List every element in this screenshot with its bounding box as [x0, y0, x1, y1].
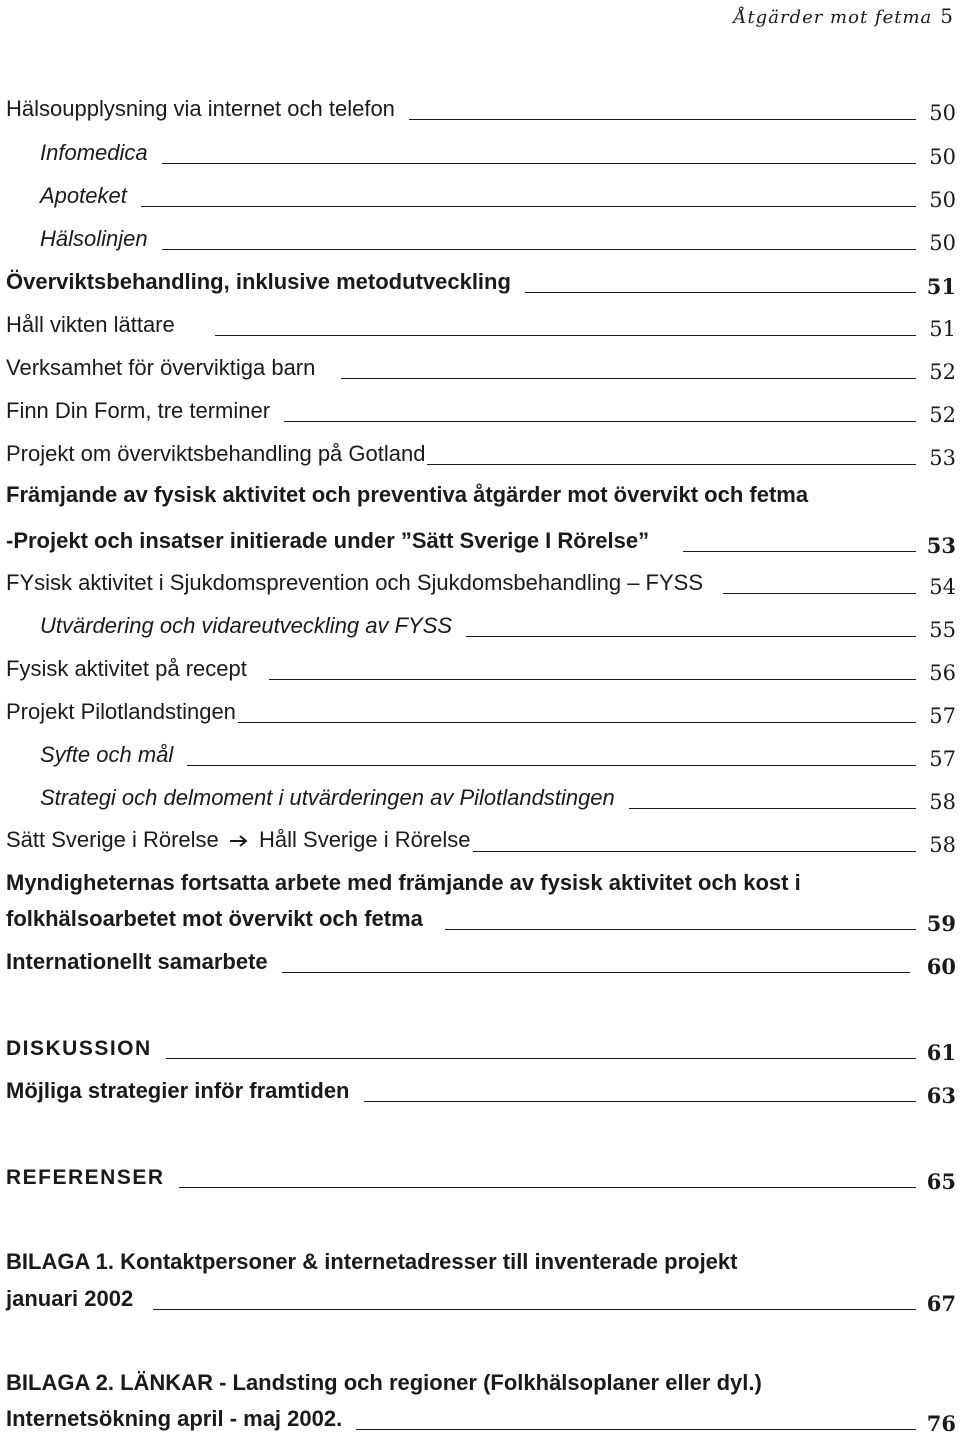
toc-entry[interactable]	[6, 306, 956, 340]
toc-leader-line	[166, 1057, 916, 1059]
toc-section-title[interactable]: BILAGA 2. LÄNKAR - Landsting och regioner (Folkhälsoplaner eller dyl.)	[6, 1370, 762, 1395]
toc-leader-line	[341, 377, 916, 379]
toc-entry-page: 50	[929, 145, 956, 169]
toc-leader-line	[364, 1100, 917, 1102]
toc-entry-page: 50	[929, 188, 956, 212]
toc-entry[interactable]	[6, 943, 956, 977]
toc-entry-label: Möjliga strategier inför framtiden	[6, 1078, 350, 1103]
toc-entry-label: Verksamhet för överviktiga barn	[6, 355, 316, 380]
toc-leader-line	[473, 850, 916, 852]
toc-entry[interactable]	[6, 650, 956, 684]
toc-leader-line	[356, 1428, 916, 1430]
toc-entry-label: januari 2002	[6, 1286, 134, 1311]
toc-entry-page: 59	[926, 911, 956, 936]
toc-entry[interactable]	[6, 392, 956, 426]
toc-entry-label: Internationellt samarbete	[6, 949, 268, 974]
toc-leader-line	[269, 678, 916, 680]
toc-entry-label: -Projekt och insatser initierade under ”Sätt Sverige I Rörelse”	[6, 528, 650, 553]
header-page-number: 5	[940, 4, 954, 28]
toc-leader-line	[427, 463, 916, 465]
toc-entry-label: Finn Din Form, tre terminer	[6, 398, 271, 423]
toc-entry-page: 55	[929, 618, 956, 642]
toc-entry-page: 58	[929, 833, 956, 857]
toc-entry-label: Internetsökning april - maj 2002.	[6, 1406, 343, 1431]
toc-entry[interactable]	[6, 522, 956, 556]
toc-entry-page: 51	[926, 274, 956, 299]
toc-entry-label: Håll vikten lättare	[6, 312, 175, 337]
toc-entry-page: 56	[929, 661, 956, 685]
toc-entry-page: 53	[929, 446, 956, 470]
toc-entry[interactable]	[40, 177, 956, 211]
toc-entry[interactable]	[6, 1072, 956, 1106]
toc-section-title[interactable]: Främjande av fysisk aktivitet och preventiva åtgärder mot övervikt och fetma	[6, 482, 809, 507]
toc-entry[interactable]	[6, 349, 956, 383]
toc-entry-page: 57	[929, 704, 956, 728]
toc-entry[interactable]	[6, 90, 956, 124]
toc-entry-label: Fysisk aktivitet på recept	[6, 656, 247, 681]
toc-entry-label: Hälsoupplysning via internet och telefon	[6, 96, 395, 121]
toc-leader-line	[629, 807, 916, 809]
toc-entry-page: 50	[929, 231, 956, 255]
toc-leader-line	[162, 162, 916, 164]
toc-entry[interactable]	[40, 607, 956, 641]
toc-entry-page: 57	[929, 747, 956, 771]
toc-entry[interactable]	[40, 736, 956, 770]
toc-entry[interactable]	[6, 564, 956, 598]
toc-entry-page: 50	[929, 101, 956, 125]
toc-leader-line	[723, 592, 916, 594]
toc-entry-label: Projekt om överviktsbehandling på Gotland	[6, 441, 426, 466]
toc-entry[interactable]	[6, 435, 956, 469]
toc-leader-line	[525, 291, 916, 293]
toc-section-title[interactable]: BILAGA 1. Kontaktpersoner & internetadresser till inventerade projekt	[6, 1249, 738, 1274]
toc-entry-label-start: Sätt Sverige i Rörelse	[6, 826, 219, 852]
toc-entry-page: 52	[929, 403, 956, 427]
toc-leader-line	[282, 971, 910, 973]
toc-leader-line	[187, 764, 916, 766]
toc-leader-line	[162, 248, 916, 250]
toc-entry-label: DISKUSSION	[6, 1037, 152, 1060]
toc-entry[interactable]	[40, 220, 956, 254]
toc-entry-page: 65	[926, 1169, 956, 1194]
toc-leader-line	[238, 721, 916, 723]
toc-entry-page: 53	[926, 533, 956, 558]
toc-entry-label: Projekt Pilotlandstingen	[6, 699, 236, 724]
toc-leader-line	[445, 928, 916, 930]
toc-entry[interactable]	[40, 134, 956, 168]
toc-leader-line	[284, 420, 916, 422]
toc-entry[interactable]	[6, 822, 956, 856]
toc-entry-page: 54	[929, 575, 956, 599]
toc-entry-label: Infomedica	[40, 140, 148, 165]
toc-entry-page: 61	[926, 1040, 956, 1065]
right-arrow-icon	[229, 830, 249, 852]
toc-entry-page: 63	[926, 1083, 956, 1108]
toc-entry-page: 58	[929, 790, 956, 814]
toc-entry-label: REFERENSER	[6, 1166, 165, 1189]
toc-leader-line	[466, 635, 916, 637]
toc-entry-label: folkhälsoarbetet mot övervikt och fetma	[6, 906, 423, 931]
toc-entry[interactable]	[6, 263, 956, 297]
toc-entry-label: Apoteket	[40, 183, 127, 208]
toc-entry-label: Syfte och mål	[40, 742, 174, 767]
toc-entry-label: FYsisk aktivitet i Sjukdomsprevention och Sjukdomsbehandling – FYSS	[6, 570, 704, 595]
toc-entry-label-end: Håll Sverige i Rörelse	[259, 826, 471, 852]
toc-section-title[interactable]: Myndigheternas fortsatta arbete med främjande av fysisk aktivitet och kost i	[6, 870, 801, 895]
toc-entry-label: Överviktsbehandling, inklusive metodutveckling	[6, 269, 511, 294]
toc-entry-page: 51	[929, 317, 956, 341]
toc-entry-page: 76	[926, 1411, 956, 1436]
toc-entry-page: 52	[929, 360, 956, 384]
toc-entry-label: Utvärdering och vidareutveckling av FYSS	[40, 613, 453, 638]
toc-entry[interactable]	[6, 900, 956, 934]
toc-entry-label: Hälsolinjen	[40, 226, 148, 251]
toc-entry[interactable]	[6, 1280, 956, 1314]
header-title: Åtgärder mot fetma	[733, 7, 933, 28]
toc-entry[interactable]	[6, 1400, 956, 1434]
toc-leader-line	[179, 1186, 916, 1188]
toc-leader-line	[683, 550, 916, 552]
toc-leader-line	[153, 1308, 916, 1310]
toc-entry-page: 67	[926, 1291, 956, 1316]
toc-entry-page: 60	[926, 954, 956, 979]
toc-entry-label: Strategi och delmoment i utvärderingen av Pilotlandstingen	[40, 785, 615, 810]
toc-entry[interactable]	[40, 779, 956, 813]
toc-leader-line	[215, 334, 916, 336]
toc-entry[interactable]	[6, 1158, 956, 1192]
toc-leader-line	[141, 205, 916, 207]
toc-entry-label	[6, 826, 471, 856]
toc-entry[interactable]	[6, 1029, 956, 1063]
running-header	[733, 4, 954, 28]
toc-leader-line	[409, 118, 916, 120]
toc-entry[interactable]	[6, 693, 956, 727]
